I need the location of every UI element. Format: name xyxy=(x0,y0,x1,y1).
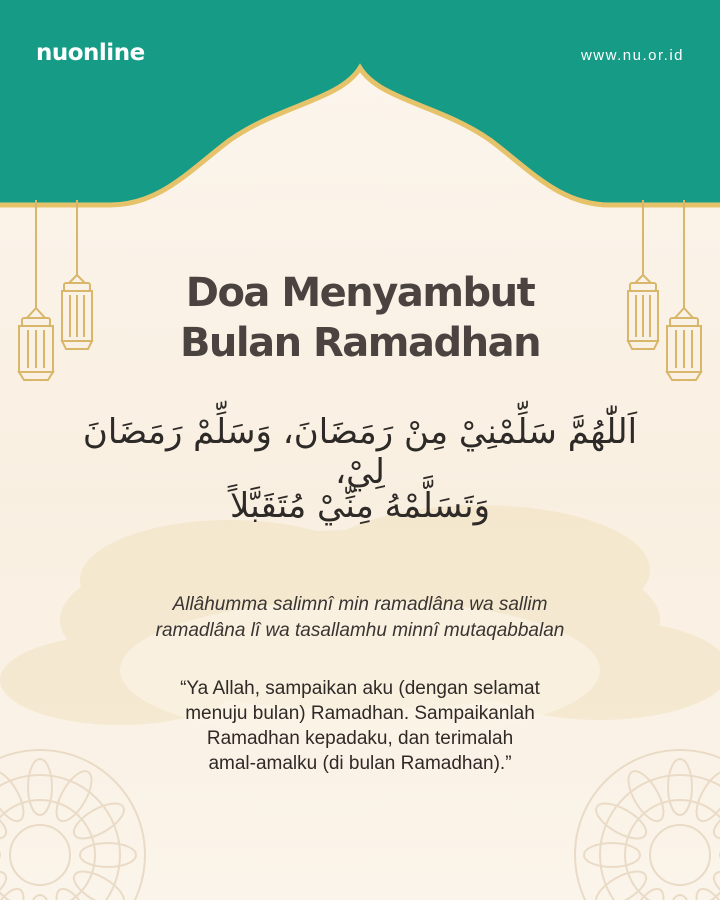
dome-header xyxy=(0,0,720,215)
transliteration-line-2: ramadlâna lî wa tasallamhu minnî mutaqabbalan xyxy=(155,620,565,641)
mandala-icon xyxy=(565,740,720,900)
translation-line-4: amal-amalku (di bulan Ramadhan).” xyxy=(208,753,512,774)
transliteration-line-1: Allâhumma salimnî min ramadlâna wa sallim xyxy=(172,594,548,615)
translation-line-3: Ramadhan kepadaku, dan terimalah xyxy=(206,728,514,749)
translation xyxy=(80,676,640,776)
page-title xyxy=(0,268,720,368)
translation-line-1: “Ya Allah, sampaikan aku (dengan selamat xyxy=(180,678,540,699)
translation-line-2: menuju bulan) Ramadhan. Sampaikanlah xyxy=(185,703,535,724)
mandala-icon xyxy=(0,740,155,900)
title-line-2: Bulan Ramadhan xyxy=(179,320,541,366)
transliteration xyxy=(60,592,660,644)
arabic-text-line-2: وَتَسَلَّمْهُ مِنِّيْ مُتَقَبَّلاً xyxy=(230,486,490,526)
nuonline-logo: nuonline xyxy=(36,40,145,66)
site-url: www.nu.or.id xyxy=(580,47,684,64)
arabic-text-line-1: اَللّٰهُمَّ سَلِّمْنِيْ مِنْ رَمَضَانَ، وَسَلِّمْ رَمَضَانَ لِيْ، xyxy=(82,412,638,492)
title-line-1: Doa Menyambut xyxy=(185,270,535,316)
